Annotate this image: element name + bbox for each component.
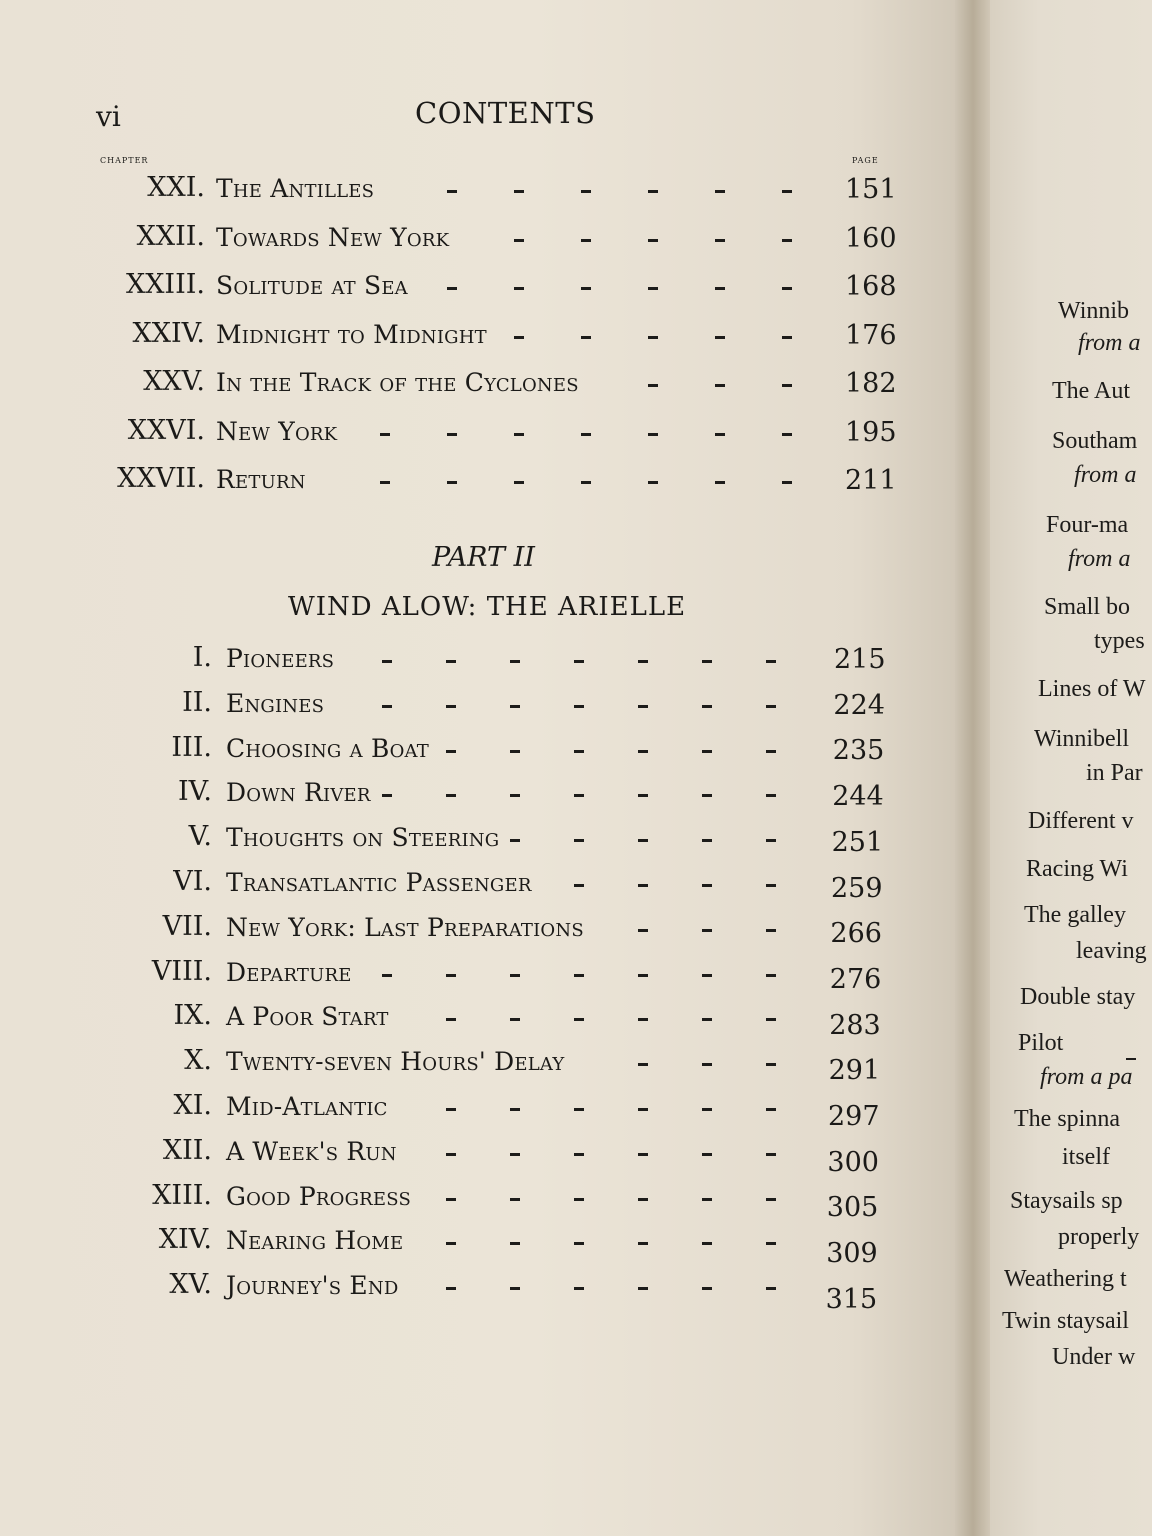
leader-dash <box>510 1242 520 1245</box>
leader-dash <box>782 384 792 387</box>
leader-dash <box>702 1153 712 1156</box>
right-page-text-line: The spinna <box>1014 1106 1120 1132</box>
chapter-number: IX. <box>173 1000 212 1032</box>
chapter-page-number: 244 <box>832 781 884 813</box>
right-page-text-line: from a pa <box>1040 1064 1133 1090</box>
leader-dash <box>702 839 712 842</box>
leader-dash <box>766 660 776 663</box>
leader-dash <box>782 287 792 290</box>
leader-dash <box>382 660 392 663</box>
chapter-number: XXVII. <box>117 463 205 494</box>
chapter-number: XXV. <box>143 366 205 397</box>
right-page-text-line: Small bo <box>1044 594 1131 620</box>
leader-dash <box>766 1198 776 1201</box>
chapter-title: In the Track of the Cyclones <box>216 368 579 397</box>
leader-dash <box>574 1242 584 1245</box>
leader-dash <box>380 433 390 436</box>
leader-dash <box>702 1242 712 1245</box>
chapter-title: Pioneers <box>226 644 335 673</box>
leader-dash <box>510 794 520 797</box>
leader-dash <box>766 884 776 887</box>
right-page-text-line: Lines of W <box>1038 676 1146 702</box>
chapter-title: Midnight to Midnight <box>216 319 487 349</box>
leader-dash <box>702 794 712 797</box>
leader-dash <box>715 336 725 339</box>
leader-dash <box>581 433 591 436</box>
leader-dash <box>447 481 457 484</box>
chapter-page-number: 259 <box>831 872 883 904</box>
chapter-number: XV. <box>169 1269 212 1301</box>
leader-dash <box>638 929 648 932</box>
right-page-text-line: from a <box>1068 546 1131 572</box>
right-page-text-line: properly <box>1058 1224 1140 1250</box>
leader-dash <box>702 884 712 887</box>
leader-dash <box>446 750 456 753</box>
leader-dash <box>648 384 658 387</box>
leader-dash <box>446 660 456 663</box>
leader-dash <box>638 1242 648 1245</box>
chapter-page-number: 235 <box>832 735 885 767</box>
leader-dash <box>514 433 524 436</box>
leader-dash <box>766 794 776 797</box>
leader-dash <box>648 287 658 290</box>
chapter-number: V. <box>188 821 212 853</box>
chapter-page-number: 182 <box>845 368 897 399</box>
right-page-text-line: Racing Wi <box>1026 856 1128 882</box>
chapter-page-number: 211 <box>845 465 897 496</box>
leader-dash <box>766 750 776 753</box>
chapter-title: Twenty-seven Hours' Delay <box>226 1047 565 1077</box>
leader-dash <box>510 839 520 842</box>
leader-dash <box>638 1018 648 1021</box>
right-page-text-line: Staysails sp <box>1010 1188 1123 1214</box>
chapter-title: Mid-Atlantic <box>226 1092 388 1121</box>
leader-dash <box>574 974 584 977</box>
chapter-number: X. <box>184 1045 212 1077</box>
leader-dash <box>715 481 725 484</box>
chapter-title: Choosing a Boat <box>226 733 429 763</box>
leader-dash <box>782 433 792 436</box>
right-page-text-line: from a <box>1074 462 1137 488</box>
leader-dash <box>638 660 648 663</box>
chapter-number: IV. <box>177 776 212 808</box>
leader-dash <box>766 1153 776 1156</box>
leader-dash <box>510 1108 520 1111</box>
leader-dash <box>782 481 792 484</box>
leader-dash <box>447 287 457 290</box>
chapter-title: The Antilles <box>216 174 375 203</box>
leader-dash <box>766 1063 776 1066</box>
chapter-page-number: 195 <box>845 416 897 448</box>
leader-dash <box>702 974 712 977</box>
contents-title: CONTENTS <box>415 96 596 130</box>
leader-dash <box>702 1108 712 1111</box>
chapter-number: I. <box>192 642 212 673</box>
right-page-text-line: Southam <box>1052 428 1138 454</box>
page-column-header: page <box>852 152 879 166</box>
chapter-title: A Poor Start <box>226 1002 389 1032</box>
leader-dash <box>638 1108 648 1111</box>
chapter-page-number: 315 <box>825 1283 878 1315</box>
leader-dash <box>446 1018 456 1021</box>
chapter-page-number: 168 <box>845 271 897 302</box>
chapter-page-number: 297 <box>828 1101 880 1132</box>
leader-dash <box>766 705 776 708</box>
chapter-page-number: 305 <box>826 1192 879 1224</box>
chapter-number: XI. <box>173 1090 212 1121</box>
leader-dash <box>715 190 725 193</box>
leader-dash <box>514 239 524 242</box>
chapter-page-number: 276 <box>829 963 882 995</box>
leader-dash <box>574 1018 584 1021</box>
leader-dash <box>447 190 457 193</box>
chapter-column-header: chapter <box>100 152 149 166</box>
leader-dash <box>581 190 591 193</box>
leader-dash <box>638 750 648 753</box>
right-page-text-line: Under w <box>1052 1344 1136 1370</box>
chapter-number: VIII. <box>151 955 212 987</box>
chapter-title: Return <box>216 465 306 494</box>
leader-dash <box>702 660 712 663</box>
leader-dash <box>446 974 456 977</box>
leader-dash <box>514 287 524 290</box>
chapter-title: New York: Last Preparations <box>226 912 584 942</box>
leader-dash <box>638 974 648 977</box>
leader-dash <box>510 974 520 977</box>
leader-dash <box>638 705 648 708</box>
chapter-title: Towards New York <box>216 222 450 252</box>
right-page-text-line: Weathering t <box>1004 1266 1127 1292</box>
leader-dash <box>574 1153 584 1156</box>
chapter-number: II. <box>182 686 212 718</box>
leader-dash <box>514 190 524 193</box>
chapter-title: New York <box>216 416 338 446</box>
right-page-text-line: leaving <box>1076 938 1147 964</box>
leader-dash <box>510 750 520 753</box>
leader-dash <box>446 1287 456 1290</box>
leader-dash <box>574 1287 584 1290</box>
leader-dash <box>766 1242 776 1245</box>
leader-dash <box>574 884 584 887</box>
right-page-text-line: Winnibell <box>1034 726 1130 752</box>
leader-dash <box>648 239 658 242</box>
leader-dash <box>638 794 648 797</box>
leader-dash <box>446 794 456 797</box>
chapter-number: XXIV. <box>132 317 205 349</box>
right-page-text-line: Twin staysail <box>1002 1308 1129 1334</box>
chapter-page-number: 283 <box>829 1009 881 1041</box>
leader-dash <box>510 660 520 663</box>
leader-dash <box>446 1153 456 1156</box>
chapter-number: XXI. <box>147 172 205 203</box>
chapter-page-number: 309 <box>826 1238 878 1270</box>
chapter-page-number: 160 <box>845 222 897 254</box>
chapter-number: XIII. <box>152 1179 212 1211</box>
leader-dash <box>715 433 725 436</box>
leader-dash <box>715 239 725 242</box>
leader-dash <box>510 1198 520 1201</box>
leader-dash <box>510 1153 520 1156</box>
chapter-page-number: 300 <box>827 1146 879 1178</box>
chapter-page-number: 224 <box>833 689 885 721</box>
chapter-page-number: 266 <box>830 918 882 950</box>
right-page-text-line: in Par <box>1086 760 1143 786</box>
leader-dash <box>574 660 584 663</box>
chapter-title: A Week's Run <box>226 1136 397 1166</box>
chapter-page-number: 176 <box>845 319 897 351</box>
chapter-number: VII. <box>162 910 212 942</box>
leader-dash <box>574 1198 584 1201</box>
right-page-text-line: The Aut <box>1052 378 1130 404</box>
leader-dash <box>510 1287 520 1290</box>
right-page-text-line: Winnib <box>1058 298 1130 324</box>
leader-dash <box>766 839 776 842</box>
right-page <box>990 0 1152 1536</box>
right-page-text-line: Pilot <box>1018 1030 1064 1056</box>
chapter-title: Thoughts on Steering <box>226 823 500 853</box>
leader-dash <box>766 1287 776 1290</box>
leader-dash <box>446 705 456 708</box>
right-page-text-line: from a <box>1078 330 1141 356</box>
leader-dash <box>510 705 520 708</box>
right-page-text-line: Different v <box>1028 808 1134 834</box>
leader-dash <box>766 974 776 977</box>
leader-dash <box>581 239 591 242</box>
leader-dash <box>574 794 584 797</box>
part2-title: WIND ALOW: THE ARIELLE <box>288 592 687 622</box>
leader-dash <box>581 481 591 484</box>
chapter-title: Departure <box>226 957 352 987</box>
leader-dash <box>782 190 792 193</box>
leader-dash <box>766 929 776 932</box>
book-gutter <box>955 0 995 1536</box>
leader-dash <box>1126 1058 1136 1060</box>
right-page-text-line: Four-ma <box>1046 512 1129 538</box>
leader-dash <box>574 750 584 753</box>
leader-dash <box>380 481 390 484</box>
leader-dash <box>715 384 725 387</box>
leader-dash <box>702 1198 712 1201</box>
leader-dash <box>574 1108 584 1111</box>
leader-dash <box>702 705 712 708</box>
leader-dash <box>702 1018 712 1021</box>
leader-dash <box>702 929 712 932</box>
chapter-title: Solitude at Sea <box>216 271 408 300</box>
leader-dash <box>510 1018 520 1021</box>
chapter-page-number: 215 <box>834 644 886 675</box>
leader-dash <box>715 287 725 290</box>
leader-dash <box>447 433 457 436</box>
leader-dash <box>638 1198 648 1201</box>
leader-dash <box>574 705 584 708</box>
chapter-page-number: 151 <box>845 174 897 205</box>
leader-dash <box>574 839 584 842</box>
chapter-number: XXVI. <box>127 414 205 446</box>
chapter-title: Journey's End <box>226 1271 399 1301</box>
leader-dash <box>382 974 392 977</box>
leader-dash <box>702 1287 712 1290</box>
leader-dash <box>581 336 591 339</box>
chapter-number: VI. <box>173 866 212 897</box>
leader-dash <box>638 839 648 842</box>
chapter-number: XXII. <box>136 220 205 252</box>
leader-dash <box>514 481 524 484</box>
leader-dash <box>446 1242 456 1245</box>
chapter-number: III. <box>171 731 212 763</box>
chapter-title: Engines <box>226 688 325 718</box>
chapter-title: Down River <box>226 778 371 808</box>
part2-label: PART II <box>432 542 535 573</box>
right-page-text-line: Double stay <box>1020 984 1136 1010</box>
chapter-title: Transatlantic Passenger <box>226 868 532 897</box>
leader-dash <box>702 1063 712 1066</box>
chapter-title: Good Progress <box>226 1181 412 1211</box>
leader-dash <box>638 1153 648 1156</box>
chapter-page-number: 291 <box>828 1055 881 1087</box>
leader-dash <box>382 705 392 708</box>
chapter-number: XXIII. <box>125 269 205 300</box>
page-folio: vi <box>96 100 121 133</box>
leader-dash <box>766 1108 776 1111</box>
leader-dash <box>581 287 591 290</box>
leader-dash <box>648 481 658 484</box>
leader-dash <box>648 433 658 436</box>
leader-dash <box>702 750 712 753</box>
leader-dash <box>782 239 792 242</box>
leader-dash <box>648 190 658 193</box>
leader-dash <box>446 1198 456 1201</box>
leader-dash <box>766 1018 776 1021</box>
chapter-number: XIV. <box>158 1224 212 1256</box>
leader-dash <box>638 884 648 887</box>
right-page-text-line: The galley <box>1024 902 1126 928</box>
chapter-page-number: 251 <box>831 826 884 858</box>
leader-dash <box>638 1287 648 1290</box>
leader-dash <box>782 336 792 339</box>
leader-dash <box>638 1063 648 1066</box>
right-page-text-line: itself <box>1062 1144 1110 1170</box>
leader-dash <box>382 794 392 797</box>
chapter-title: Nearing Home <box>226 1226 404 1256</box>
right-page-text-line: types <box>1094 628 1145 654</box>
leader-dash <box>446 1108 456 1111</box>
leader-dash <box>648 336 658 339</box>
leader-dash <box>514 336 524 339</box>
chapter-number: XII. <box>162 1134 212 1166</box>
